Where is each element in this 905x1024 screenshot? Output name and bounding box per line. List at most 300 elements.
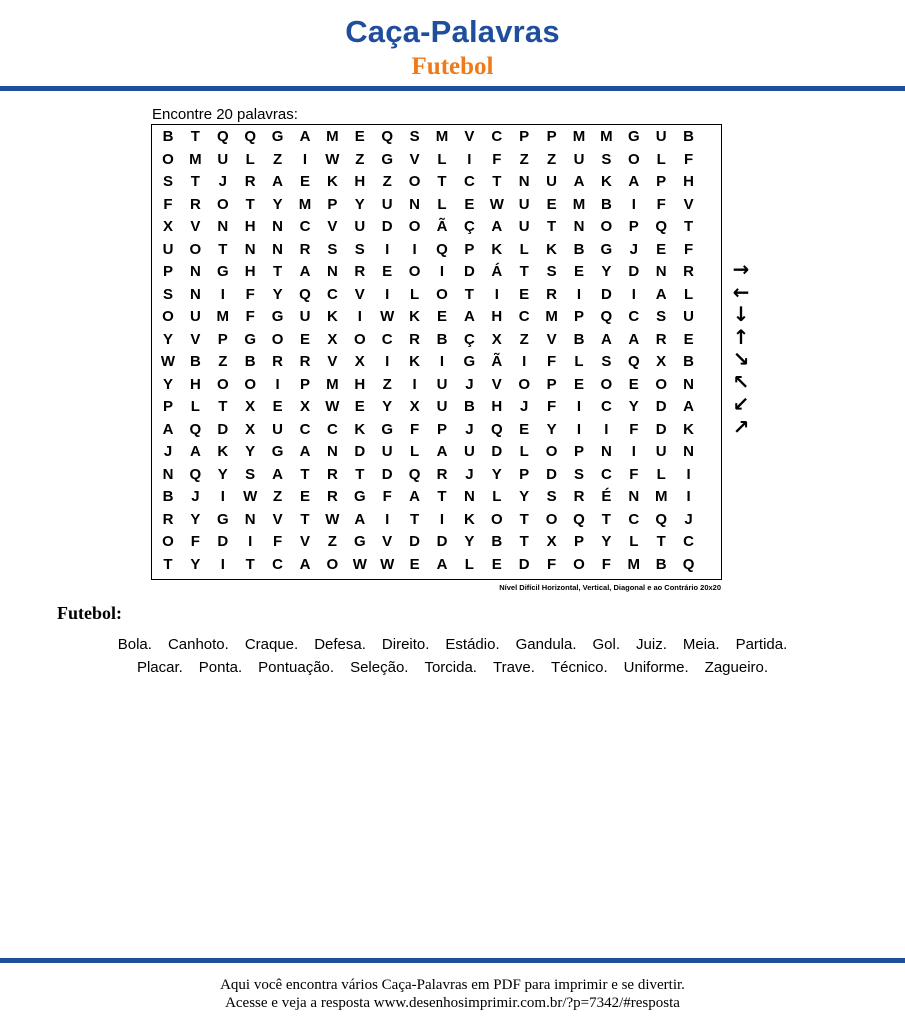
grid-letter: A [463,308,475,325]
grid-letter: I [385,353,390,370]
grid-letter: R [244,173,256,190]
grid-letter: A [628,330,640,348]
grid-letter: A [299,443,311,460]
grid-letter: U [381,443,393,460]
grid-letter: Y [217,465,228,483]
grid-letter: Z [382,375,392,393]
grid-letter: N [326,263,338,280]
grid-letter: I [494,285,499,303]
grid-letter: X [546,533,557,550]
grid-letter: Q [436,240,448,258]
grid-letter: M [326,375,339,393]
grid-letter: N [162,465,174,483]
grid-letter: D [354,443,366,460]
grid-letter: D [655,398,667,415]
grid-letter: Q [299,285,311,303]
grid-letter: P [546,128,557,145]
grid-letter: K [354,420,366,438]
grid-letter: U [463,443,475,460]
grid-letter: D [436,533,448,550]
grid-letter: G [463,353,476,370]
grid-letter: F [410,420,420,438]
grid-letter: C [326,420,338,438]
grid-letter: A [272,465,284,483]
grid-letter: C [491,128,503,145]
arrow-up-right-icon: ↗ [732,414,750,439]
grid-letter: V [190,218,201,235]
grid-letter: L [574,353,584,370]
grid-letter: E [519,420,530,438]
grid-letter: Y [190,510,201,528]
grid-letter: R [655,330,667,348]
grid-letter: V [327,218,338,235]
word-item: Gol. [592,636,621,653]
grid-letter: E [409,555,420,573]
grid-letter: Y [354,195,365,213]
grid-letter: R [326,488,338,505]
grid-letter: I [686,465,691,483]
grid-letter: Q [600,308,613,325]
grid-letter: O [189,240,202,258]
word-item: Zagueiro. [704,659,769,676]
grid-letter: F [629,420,639,438]
grid-letter: O [162,308,174,325]
grid-letter: N [244,240,256,258]
grid-letter: E [573,263,584,280]
word-item: Juiz. [636,636,667,653]
grid-letter: A [683,398,695,415]
grid-letter: A [628,173,640,190]
grid-letter: P [299,375,310,393]
grid-letter: F [547,398,557,415]
grid-letter: U [272,420,284,438]
grid-letter: A [573,173,585,190]
grid-letter: T [300,510,310,528]
grid-letter: L [410,285,420,303]
grid-letter: R [354,263,366,280]
grid-letter: B [573,330,585,348]
grid-letter: E [436,308,447,325]
word-item: Canhoto. [167,636,229,653]
grid-letter: Y [272,285,283,303]
grid-letter: A [600,330,612,348]
grid-letter: O [216,195,229,213]
grid-letter: S [245,465,256,483]
grid-letter: I [385,510,390,528]
grid-letter: I [412,240,417,258]
word-item: Uniforme. [623,659,689,676]
grid-letter: B [436,330,448,348]
grid-letter: P [628,218,639,235]
grid-letter: Q [189,465,202,483]
grid-letter: D [381,218,393,235]
grid-letter: G [381,420,394,438]
grid-letter: N [573,218,585,235]
grid-letter: O [408,263,421,280]
grid-letter: I [576,285,582,303]
grid-letter: O [326,555,339,573]
grid-letter: D [217,533,229,550]
grid-letter: I [302,150,308,168]
grid-letter: H [683,173,695,190]
grid-letter: X [354,353,365,370]
grid-letter: F [492,150,502,168]
grid-letter: W [160,353,176,370]
grid-letter: P [327,195,338,213]
grid-letter: T [410,510,420,528]
grid-letter: O [600,375,613,393]
grid-letter: E [628,375,639,393]
word-item: Ponta. [198,659,243,676]
grid-letter: Q [655,510,668,528]
grid-letter: S [601,150,612,168]
grid-letter: L [656,465,666,483]
grid-letter: K [326,173,338,190]
grid-letter: P [436,420,447,438]
grid-letter: V [546,330,557,348]
grid-letter: Y [162,375,173,393]
grid-letter: X [162,218,173,235]
grid-letter: K [463,510,475,528]
grid-letter: W [325,510,340,528]
grid-letter: V [272,510,283,528]
grid-letter: T [190,128,200,145]
grid-letter: X [409,398,420,415]
grid-letter: G [216,510,229,528]
grid-letter: I [604,420,609,438]
grid-letter: I [357,308,362,325]
grid-letter: D [600,285,612,303]
page-subtitle: Futebol [411,53,494,80]
grid-letter: Y [272,195,283,213]
grid-letter: E [299,330,310,348]
grid-letter: R [573,488,585,505]
grid-letter: X [491,330,502,348]
grid-letter: T [245,195,255,213]
grid-letter: B [491,533,503,550]
grid-letter: U [655,443,667,460]
grid-letter: I [275,375,280,393]
grid-letter: H [189,375,201,393]
grid-letter: Y [519,488,530,505]
grid-letter: E [272,398,283,415]
footer-line-1: Aqui você encontra vários Caça-Palavras em PDF para imprimir e se divertir. [220,977,685,993]
grid-letter: M [545,308,558,325]
grid-letter: T [684,218,694,235]
grid-letter: A [299,128,311,145]
grid-letter: Q [381,128,394,145]
grid-letter: T [355,465,365,483]
grid-letter: H [244,263,256,280]
grid-letter: Á [491,263,503,280]
grid-letter: D [628,263,640,280]
grid-letter: D [217,420,229,438]
grid-letter: C [299,420,311,438]
grid-letter: I [576,398,582,415]
grid-letter: N [409,195,421,213]
grid-letter: I [439,353,445,370]
grid-letter: H [354,375,366,393]
arrow-down-left-icon: ↙ [732,392,750,416]
grid-letter: N [189,285,201,303]
grid-letter: A [299,555,311,573]
grid-letter: Q [573,510,585,528]
grid-letter: Z [218,353,228,370]
grid-letter: M [627,555,641,573]
word-item: Defesa. [314,636,366,653]
grid-letter: B [189,353,201,370]
grid-letter: A [189,443,201,460]
grid-letter: J [520,398,529,415]
grid-letter: S [546,263,557,280]
grid-letter: T [163,555,173,573]
grid-letter: T [245,555,255,573]
grid-letter: M [654,488,668,505]
grid-letter: L [492,488,502,505]
grid-letter: G [271,443,284,460]
grid-letter: G [271,128,284,145]
grid-letter: V [382,533,393,550]
grid-letter: O [655,375,668,393]
arrow-up-left-icon: ↖ [732,369,750,394]
grid-letter: P [519,128,530,145]
grid-letter: I [439,263,445,280]
grid-letter: S [546,488,557,505]
grid-letter: O [216,375,229,393]
grid-letter: R [546,285,558,303]
grid-letter: E [683,330,694,348]
word-list-line-1 [40,636,865,653]
grid-letter: I [385,240,390,258]
grid-letter: L [519,443,529,460]
grid-letter: B [162,488,174,505]
grid-letter: H [354,173,366,190]
grid-letter: C [683,533,695,550]
top-divider [0,86,905,91]
grid-letter: U [573,150,585,168]
grid-letter: N [463,488,475,505]
grid-letter: T [300,465,310,483]
grid-letter: Y [382,398,393,415]
grid-letter: L [656,150,666,168]
grid-letter: L [245,150,255,168]
grid-letter: N [326,443,338,460]
grid-letter: X [299,398,310,415]
grid-letter: Q [408,465,421,483]
grid-letter: O [545,510,558,528]
grid-letter: L [464,555,474,573]
grid-letter: V [409,150,420,168]
grid-letter: U [683,308,695,325]
grid-letter: C [518,308,530,325]
grid-letter: F [382,488,392,505]
grid-letter: E [354,128,365,145]
grid-letter: I [412,375,417,393]
grid-letter: S [354,240,365,258]
grid-letter: T [273,263,283,280]
grid-letter: V [354,285,365,303]
word-item: Torcida. [424,659,477,676]
grid-letter: T [437,173,447,190]
grid-letter: R [299,240,311,258]
word-item: Seleção. [350,659,409,676]
grid-letter: F [656,195,666,213]
grid-letter: M [572,195,586,213]
grid-letter: C [299,218,311,235]
grid-letter: C [600,465,612,483]
word-item: Craque. [244,636,299,653]
grid-letter: N [244,510,256,528]
grid-letter: X [656,353,667,370]
grid-letter: T [218,240,228,258]
grid-letter: O [162,533,174,550]
grid-letter: E [519,285,530,303]
grid-letter: R [162,510,174,528]
grid-letter: W [380,308,395,325]
grid-letter: Ç [463,330,475,348]
word-item: Meia. [682,636,720,653]
grid-letter: J [218,173,227,190]
grid-letter: V [190,330,201,348]
grid-letter: L [629,533,639,550]
grid-letter: P [656,173,667,190]
grid-letter: P [162,398,173,415]
grid-letter: F [684,150,694,168]
grid-letter: W [243,488,258,505]
grid-letter: Ç [463,218,475,235]
grid-letter: Z [519,330,529,348]
grid-letter: R [326,465,338,483]
grid-letter: V [683,195,694,213]
grid-letter: Y [546,420,557,438]
grid-letter: X [245,420,256,438]
grid-letter: K [409,308,421,325]
grid-letter: B [463,398,475,415]
grid-letter: A [272,173,284,190]
grid-letter: Q [490,420,503,438]
arrow-up-icon: ↑ [732,324,750,349]
grid-letter: P [519,465,530,483]
grid-letter: F [190,533,200,550]
grid-letter: U [655,128,667,145]
grid-letter: H [491,398,503,415]
grid-letter: P [162,263,173,280]
grid-letter: P [217,330,228,348]
footer-line-2: Acesse e veja a resposta www.desenhosimprimir.com.br/?p=7342/#resposta [225,995,680,1011]
grid-letter: T [601,510,611,528]
puzzle-instructions: Encontre 20 palavras: [152,106,298,123]
grid-letter: F [547,555,557,573]
grid-letter: N [272,240,284,258]
grid-letter: F [629,465,639,483]
grid-letter: N [683,443,695,460]
grid-letter: C [463,173,475,190]
word-item: Trave. [492,659,535,676]
word-item: Bola. [117,636,152,653]
grid-letter: G [271,308,284,325]
grid-letter: B [600,195,612,213]
word-list-line-2 [40,659,865,676]
grid-letter: I [576,420,582,438]
grid-letter: Z [355,150,365,168]
grid-letter: L [684,285,694,303]
grid-letter: M [326,128,339,145]
grid-letter: X [245,398,256,415]
grid-letter: S [327,240,338,258]
word-item: Gandula. [515,636,577,653]
word-item: Estádio. [445,636,500,653]
grid-letter: T [547,218,557,235]
grid-letter: O [244,375,257,393]
grid-letter: A [162,420,174,438]
grid-letter: S [162,173,173,190]
grid-letter: D [381,465,393,483]
grid-letter: A [354,510,366,528]
grid-letter: F [547,353,557,370]
grid-letter: A [491,218,503,235]
grid-letter: Q [655,218,668,235]
grid-letter: R [299,353,311,370]
grid-letter: V [491,375,502,393]
grid-letter: E [491,555,502,573]
grid-letter: I [522,353,527,370]
grid-letter: D [518,555,530,573]
grid-letter: L [519,240,529,258]
grid-letter: N [272,218,284,235]
grid-letter: P [464,240,475,258]
grid-letter: H [244,218,256,235]
grid-letter: I [220,555,225,573]
grid-letter: L [437,150,447,168]
grid-letter: M [600,128,613,145]
grid-letter: G [353,488,366,505]
grid-letter: R [189,195,201,213]
grid-letter: G [216,263,229,280]
grid-letter: D [655,420,667,438]
grid-letter: G [353,533,366,550]
grid-letter: D [546,465,558,483]
grid-letter: I [248,533,253,550]
grid-letter: C [381,330,393,348]
grid-letter: C [272,555,284,573]
grid-letter: O [627,150,640,168]
grid-letter: L [437,195,447,213]
grid-letter: Y [628,398,639,415]
grid-letter: N [683,375,695,393]
grid-letter: V [464,128,475,145]
grid-letter: Y [190,555,201,573]
arrow-down-right-icon: ↘ [732,347,750,371]
grid-letter: Ã [491,353,503,370]
grid-letter: L [410,443,420,460]
grid-letter: N [189,263,201,280]
grid-letter: R [409,330,421,348]
grid-letter: M [572,128,586,145]
grid-letter: K [491,240,503,258]
grid-letter: E [656,240,667,258]
grid-letter: J [629,240,638,258]
grid-letter: G [244,330,257,348]
grid-letter: S [656,308,667,325]
grid-letter: O [408,173,421,190]
grid-letter: U [381,195,393,213]
grid-letter: K [409,353,421,370]
grid-letter: E [573,375,584,393]
grid-letter: K [600,173,612,190]
grid-letter: M [189,150,202,168]
grid-letter: O [271,330,284,348]
grid-letter: H [491,308,503,325]
